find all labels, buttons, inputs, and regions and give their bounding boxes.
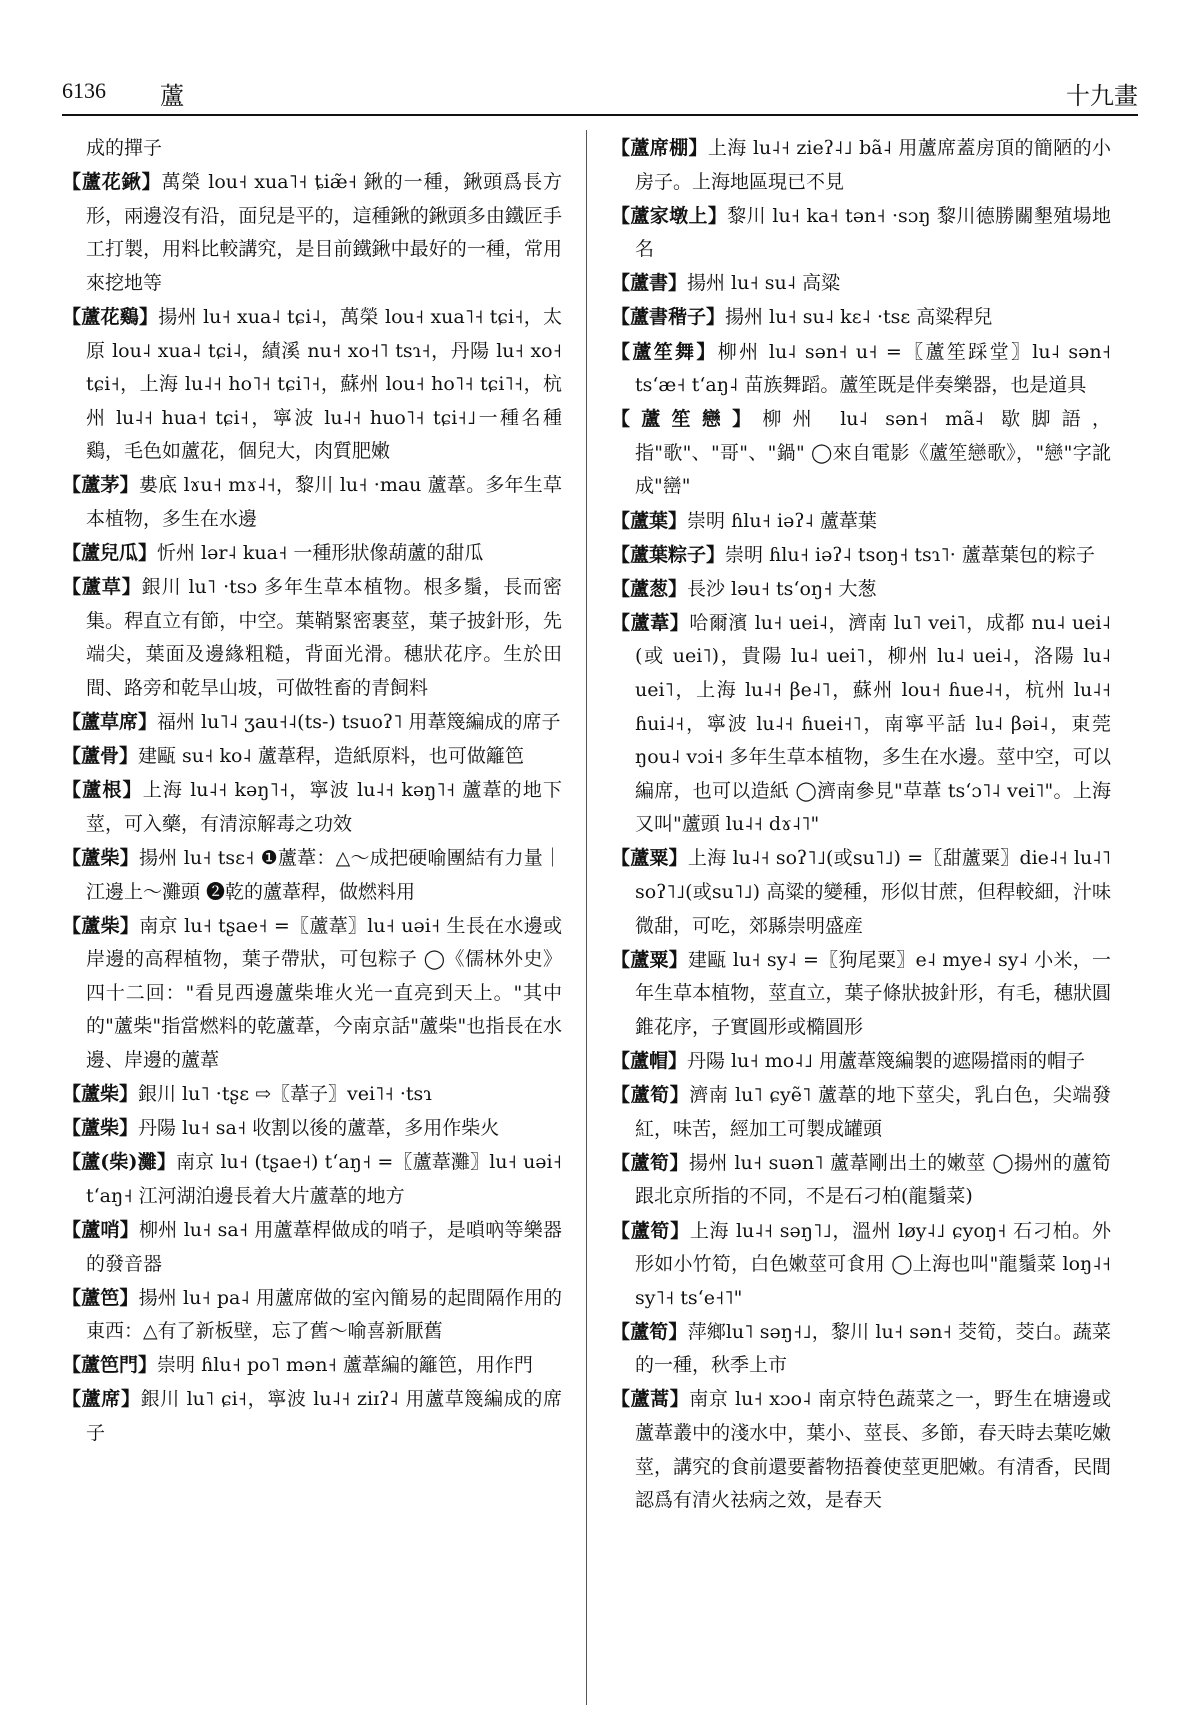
dictionary-entry (611, 1215, 1111, 1316)
entry-definition: 丹陽 lu˧ mo˨˩ 用蘆葦篾編製的遮陽擋雨的帽子 (687, 1050, 1086, 1073)
entry-definition: 丹陽 lu˧ sa˧ 收割以後的蘆葦，多用作柴火 (138, 1117, 500, 1140)
entry-definition: 揚州 lu˧ pa˨ 用蘆席做的室內簡易的起間隔作用的東西：△有了新板壁，忘了舊～喻喜新厭舊 (86, 1286, 562, 1343)
entry-headword: 【蘆柴】 (62, 846, 139, 869)
entry-headword: 【蘆席棚】 (611, 137, 708, 159)
entry-headword: 【蘆席】 (62, 1388, 141, 1411)
entry-headword: 【蘆葉粽子】 (611, 543, 726, 566)
dictionary-entry (611, 539, 1111, 573)
page-number: 6136 (62, 78, 106, 103)
entry-definition: 成的撣子 (86, 137, 163, 159)
entry-definition: 黎川 lu˧ ka˧ tən˧ ·sɔŋ 黎川德勝關墾殖場地名 (635, 204, 1111, 261)
dictionary-entry (62, 1146, 562, 1213)
entry-definition: 南京 lu˧ xɔo˨ 南京特色蔬菜之一，野生在塘邊或蘆葦叢中的淺水中，葉小、莖長、多節，春天時去葉吃嫩莖，講究的食前還要蓄物捂養使莖更肥嫩。有清香，民間認爲有清火祛病之效，是春天 (635, 1388, 1111, 1512)
dictionary-entry (611, 267, 1111, 301)
entry-definition: 上海 lu˨˧ zieʔ˨˩ bã˨ 用蘆席蓋房頂的簡陋的小房子。上海地區現已不見 (635, 137, 1111, 193)
dictionary-entry (62, 1383, 562, 1450)
entry-definition: 忻州 lər˨ kua˧ 一種形狀像葫蘆的甜瓜 (157, 542, 484, 565)
entry-headword: 【蘆柴】 (62, 1083, 139, 1106)
entry-headword: 【蘆草】 (62, 576, 142, 599)
dictionary-entry (611, 200, 1111, 267)
dictionary-entry (62, 537, 562, 571)
dictionary-entry (62, 1112, 562, 1146)
page-header (62, 66, 1138, 110)
entry-definition: 長沙 ləu˧ tsʻoŋ˧ 大葱 (687, 577, 877, 600)
entry-headword: 【蘆粟】 (611, 847, 688, 870)
entry-definition: 銀川 lu˥ ·tsɔ 多年生草本植物。根多鬚，長而密集。稈直立有節，中空。葉鞘緊密裹莖，葉子披針形，先端尖，葉面及邊緣粗糙，背面光滑。穗狀花序。生於田間、路旁和乾旱山坡，可做牲畜的青飼料 (86, 576, 562, 699)
entry-definition: 婁底 lɤu˧ mɤ˨˧，黎川 lu˧ ·mau 蘆葦。多年生草本植物，多生在水邊 (86, 474, 562, 531)
entry-definition: 上海 lu˨˧ səŋ˥˩，溫州 løy˨˩ ɕyoŋ˧ 石刁柏。外形如小竹筍，白色嫩莖可食用 ◯上海也叫"龍鬚菜 loŋ˨˧ sy˥˧ tsʻe˧˥" (635, 1219, 1111, 1309)
entry-definition: 揚州 lu˧ suən˥ 蘆葦剛出土的嫩莖 ◯揚州的蘆筍跟北京所指的不同，不是石刁柏(龍鬚菜) (635, 1151, 1111, 1208)
dictionary-entry (62, 132, 562, 166)
entry-definition: 銀川 lu˥ ɕi˧，寧波 lu˨˧ ziɪʔ˨ 用蘆草篾編成的席子 (86, 1388, 562, 1445)
entry-definition: 上海 lu˨˧ soʔ˥˩(或su˥˩) =〖甜蘆粟〗die˨˧ lu˨˥ soʔ˥˩(或su˥˩) 高粱的變種，形似甘蔗，但稈較細，汁味微甜，可吃，郊縣崇明盛産 (635, 847, 1111, 937)
entry-headword: 【蘆粟】 (611, 948, 689, 971)
entry-headword: 【蘆笙戀】 (611, 408, 763, 431)
entry-headword: 【蘆筍】 (611, 1084, 690, 1107)
dictionary-entry (611, 336, 1111, 403)
dictionary-entry (611, 1045, 1111, 1079)
dictionary-entry (62, 571, 562, 705)
right-column (611, 132, 1111, 1707)
entry-headword: 【蘆根】 (62, 779, 143, 802)
entry-definition: 建甌 su˧ ko˨ 蘆葦稈，造紙原料，也可做籬笆 (138, 745, 524, 768)
entry-definition: 柳州 lu˨ sən˧ mã˨ 歇脚語，指"歌"、"哥"、"鍋" ◯來自電影《蘆笙戀歌》，"戀"字訛成"巒" (635, 408, 1111, 498)
entry-headword: 【蘆哨】 (62, 1219, 139, 1241)
dictionary-entry (611, 403, 1111, 504)
dictionary-entry (611, 1383, 1111, 1517)
entry-headword: 【蘆葱】 (611, 577, 688, 600)
dictionary-entry (62, 469, 562, 536)
entry-headword: 【蘆筍】 (611, 1320, 688, 1343)
dictionary-entry (611, 505, 1111, 539)
entry-definition: 崇明 ɦlu˧ iəʔ˨ tsoŋ˧ tsɿ˥· 蘆葦葉包的粽子 (725, 543, 1095, 566)
dictionary-entry (62, 1349, 562, 1383)
entry-definition: 崇明 ɦlu˧ iəʔ˨ 蘆葦葉 (687, 509, 877, 532)
entry-definition: 柳州 lu˨ sən˧ u˧ =〖蘆笙踩堂〗lu˨ sən˧ tsʻæ˧ tʻaŋ˨ 苗族舞蹈。蘆笙既是伴奏樂器，也是道具 (635, 340, 1111, 397)
dictionary-entry (62, 1078, 562, 1112)
dictionary-entry (611, 573, 1111, 607)
dictionary-entry (62, 166, 562, 300)
entry-headword: 【蘆草席】 (62, 711, 158, 734)
entry-definition: 哈爾濱 lu˧ uei˨，濟南 lu˥ vei˥，成都 nu˨ uei˨ (或 uei˥)，貴陽 lu˨ uei˥，柳州 lu˨ uei˨，洛陽 lu˨ uei˥，上海 lu˨˧ βe˨˥，蘇州 lou˧ ɦue˨˧，杭州 lu˨˧ ɦui˨˧，寧波 lu˨˧ ɦuei˧˥，南寧平話 lu˨ βəi˨，東莞 ŋou˨ vɔi˧ 多年生草本植物，多生在水邊。莖中空，可以編席，也可以造紙 ◯濟南參見"草葦 tsʻɔ˥˨ vei˥"。上海又叫"蘆頭 lu˨˧ dɤ˨˥" (635, 611, 1111, 836)
entry-definition: 揚州 lu˧ su˨ kɛ˨ ·tsɛ 高粱稈兒 (725, 306, 993, 329)
dictionary-entry (611, 842, 1111, 943)
column-divider (586, 130, 587, 1705)
dictionary-entry (62, 301, 562, 469)
dictionary-entry (62, 910, 562, 1078)
entry-definition: 南京 lu˧ tʂae˧ =〖蘆葦〗lu˧ uəi˧ 生長在水邊或岸邊的高稈植物，葉子帶狀，可包粽子 ◯《儒林外史》四十二回："看見西邊蘆柴堆火光一直亮到天上。"其中的"蘆柴"指當燃料的乾蘆葦，今南京話"蘆柴"也指長在水邊、岸邊的蘆葦 (86, 914, 562, 1072)
dictionary-entry (611, 1147, 1111, 1214)
entry-headword: 【蘆柴】 (62, 1117, 139, 1140)
dictionary-entry (611, 607, 1111, 842)
dictionary-entry (611, 132, 1111, 199)
entry-headword: 【蘆葦】 (611, 611, 690, 634)
dictionary-entry (62, 1282, 562, 1349)
entry-headword: 【蘆筍】 (611, 1219, 690, 1242)
entry-headword: 【蘆書】 (611, 272, 688, 295)
entry-headword: 【蘆笆門】 (62, 1354, 158, 1377)
entry-headword: 【蘆花鷄】 (62, 305, 159, 328)
dictionary-entry (62, 1214, 562, 1281)
entry-headword: 【蘆兒瓜】 (62, 542, 158, 565)
entry-definition: 銀川 lu˥ ·tʂɛ ⇨〖葦子〗vei˥˧ ·tsɿ (138, 1083, 432, 1106)
dictionary-entry (611, 301, 1111, 335)
left-column (62, 132, 562, 1707)
running-head-character: 蘆 (160, 82, 184, 110)
entry-headword: 【蘆筍】 (611, 1151, 689, 1174)
entry-headword: 【蘆茅】 (62, 474, 139, 497)
entry-definition: 上海 lu˨˧ kəŋ˥˧，寧波 lu˨˧ kəŋ˥˧ 蘆葦的地下莖，可入藥，有清涼解毒之功效 (86, 779, 562, 835)
stroke-section: 十九畫 (1066, 82, 1138, 110)
entry-headword: 【蘆蒿】 (611, 1388, 690, 1411)
entry-definition: 揚州 lu˧ tsɛ˧ ❶蘆葦：△～成把硬喻團結有力量｜江邊上～灘頭 ❷乾的蘆葦稈，做燃料用 (86, 846, 562, 903)
entry-definition: 萬榮 lou˧ xua˥˧ ȶiæ̃˧ 鍬的一種，鍬頭爲長方形，兩邊沒有沿，面兒是平的，這種鍬的鍬頭多由鐵匠手工打製，用料比較講究，是目前鐵鍬中最好的一種，常用來挖地等 (86, 171, 562, 294)
entry-headword: 【蘆柴】 (62, 914, 140, 937)
header-rule (62, 114, 1138, 116)
dictionary-entry (611, 944, 1111, 1045)
entry-definition: 柳州 lu˧ sa˧ 用蘆葦桿做成的哨子，是嗩吶等樂器的發音器 (86, 1219, 562, 1275)
entry-definition: 濟南 lu˥ ɕyẽ˥ 蘆葦的地下莖尖，乳白色，尖端發紅，味苦，經加工可製成罐頭 (635, 1084, 1111, 1140)
dictionary-entry (62, 740, 562, 774)
entry-headword: 【蘆帽】 (611, 1050, 688, 1073)
entry-headword: 【蘆花鍬】 (62, 171, 162, 194)
entry-definition: 揚州 lu˧ xua˨ tɕi˨，萬榮 lou˧ xua˥˧ tɕi˧，太原 lou˨ xua˨ tɕi˨，績溪 nu˧ xo˧˥ tsɿ˧，丹陽 lu˧ xo˧ tɕi˧，上海 lu˨˧ ho˥˧ tɕi˥˧，蘇州 lou˧ ho˥˧ tɕi˥˧，杭州 lu˨˧ hua˧ tɕi˧，寧波 lu˨˧ huo˥˧ tɕi˧˩一種名種鷄，毛色如蘆花，個兒大，肉質肥嫩 (86, 305, 562, 463)
entry-headword: 【蘆家墩上】 (611, 204, 728, 227)
dictionary-entry (62, 774, 562, 841)
dictionary-entry (611, 1316, 1111, 1383)
dictionary-entry (62, 706, 562, 740)
dictionary-entry (611, 1079, 1111, 1146)
entry-headword: 【蘆骨】 (62, 745, 139, 768)
entry-headword: 【蘆書稭子】 (611, 306, 726, 329)
entry-headword: 【蘆笙舞】 (611, 340, 718, 363)
entry-headword: 【蘆笆】 (62, 1286, 139, 1309)
dictionary-entry (62, 842, 562, 909)
entry-definition: 建甌 lu˧ sy˨ =〖狗尾粟〗e˨ mye˨ sy˨ 小米，一年生草本植物，莖直立，葉子條狀披針形，有毛，穗狀圓錐花序，子實圓形或橢圓形 (635, 948, 1111, 1038)
entry-definition: 福州 lu˥˨ ʒau˧˨(ts-) tsuoʔ˥ 用葦篾編成的席子 (157, 711, 561, 734)
entry-definition: 萍鄉lu˥ səŋ˧˩，黎川 lu˧ sən˧ 茭筍，茭白。蔬菜的一種，秋季上市 (635, 1320, 1111, 1377)
entry-headword: 【蘆(柴)灘】 (62, 1151, 176, 1174)
entry-definition: 揚州 lu˧ su˨ 高粱 (687, 272, 841, 295)
entry-headword: 【蘆葉】 (611, 509, 688, 532)
entry-definition: 南京 lu˧ (tʂae˧) tʻaŋ˧ =〖蘆葦灘〗lu˧ uəi˧ tʻaŋ˧ 江河湖泊邊長着大片蘆葦的地方 (86, 1151, 562, 1207)
entry-definition: 崇明 ɦlu˧ po˥ mən˧ 蘆葦編的籬笆，用作門 (157, 1354, 533, 1377)
